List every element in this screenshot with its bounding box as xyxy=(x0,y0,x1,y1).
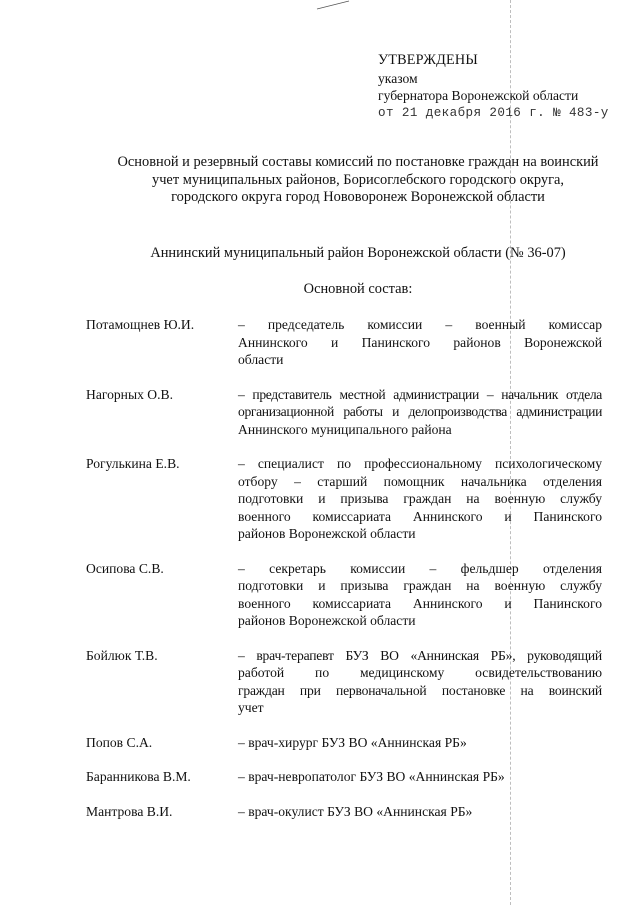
member-role xyxy=(238,768,602,786)
approval-decree: указом xyxy=(378,70,418,86)
member-role-line: граждан при первоначальной постановке на воинский xyxy=(238,682,602,698)
member-row xyxy=(86,734,602,752)
member-role-line: – врач-хирург БУЗ ВО «Аннинская РБ» xyxy=(238,734,467,750)
member-role-line: подготовки и призыва граждан на военную службу xyxy=(238,578,602,593)
member-role-line: – врач-окулист БУЗ ВО «Аннинская РБ» xyxy=(238,803,473,819)
member-name: Мантрова В.И. xyxy=(86,803,173,819)
district-heading: Аннинский муниципальный район Воронежской области (№ 36-07) xyxy=(150,245,566,261)
member-name: Нагорных О.В. xyxy=(86,386,173,402)
member-role-line: работой по медицинскому освидетельствованию xyxy=(238,665,602,680)
member-role-line: отбору – старший помощник начальника отделения xyxy=(238,473,602,489)
member-role-line: – представитель местной администрации – начальник отдела xyxy=(238,386,602,402)
member-role xyxy=(238,386,602,439)
members-list xyxy=(86,316,602,837)
member-role xyxy=(238,734,602,752)
member-row xyxy=(86,386,602,439)
member-role xyxy=(238,803,602,821)
member-row xyxy=(86,316,602,369)
document-title xyxy=(60,154,640,207)
member-name: Потамощнев Ю.И. xyxy=(86,317,195,332)
member-role-line: области xyxy=(238,352,284,367)
approval-block xyxy=(378,52,628,122)
section-heading: Основной состав: xyxy=(303,281,413,297)
scan-pen-mark xyxy=(316,0,350,10)
member-role-line: районов Воронежской области xyxy=(238,526,416,541)
member-name: Бойлюк Т.В. xyxy=(86,647,158,663)
member-role-line: – председатель комиссии – военный комиссар xyxy=(238,317,602,332)
member-row xyxy=(86,560,602,630)
member-role-line: организационной работы и делопроизводства администрации xyxy=(238,404,602,419)
member-row xyxy=(86,647,602,717)
document-title-line: городского округа город Нововоронеж Воронежской области xyxy=(171,189,545,206)
member-name: Баранникова В.М. xyxy=(86,769,191,784)
member-role-line: районов Воронежской области xyxy=(238,613,416,628)
member-role-line: – специалист по профессиональному психологическому xyxy=(238,456,602,471)
document-title-line: Основной и резервный составы комиссий по постановке граждан на воинский xyxy=(117,154,599,170)
approval-title: УТВЕРЖДЕНЫ xyxy=(378,52,478,68)
approval-date: от 21 декабря 2016 г. № 483-у xyxy=(378,105,609,120)
member-role-line: учет xyxy=(238,700,264,715)
member-row xyxy=(86,768,602,786)
member-role xyxy=(238,455,602,543)
document-title-line: учет муниципальных районов, Борисоглебского городского округа, xyxy=(152,171,564,188)
approval-authority: губернатора Воронежской области xyxy=(378,88,579,103)
member-role-line: – врач-невропатолог БУЗ ВО «Аннинская РБ» xyxy=(238,769,505,784)
member-role xyxy=(238,560,602,630)
member-role-line: Аннинского и Панинского районов Воронежской xyxy=(238,334,602,350)
member-role-line: – врач-терапевт БУЗ ВО «Аннинская РБ», руководящий xyxy=(238,647,602,663)
member-role-line: – секретарь комиссии – фельдшер отделения xyxy=(238,560,602,576)
member-name: Осипова С.В. xyxy=(86,560,164,576)
member-row xyxy=(86,455,602,543)
member-role xyxy=(238,316,602,369)
member-role-line: военного комиссариата Аннинского и Панинского xyxy=(238,508,602,524)
member-name: Попов С.А. xyxy=(86,734,153,750)
member-row xyxy=(86,803,602,821)
member-role-line: военного комиссариата Аннинского и Панинского xyxy=(238,595,602,611)
member-role-line: Аннинского муниципального района xyxy=(238,421,452,437)
member-name: Рогулькина Е.В. xyxy=(86,456,180,471)
member-role xyxy=(238,647,602,717)
member-role-line: подготовки и призыва граждан на военную службу xyxy=(238,491,602,506)
